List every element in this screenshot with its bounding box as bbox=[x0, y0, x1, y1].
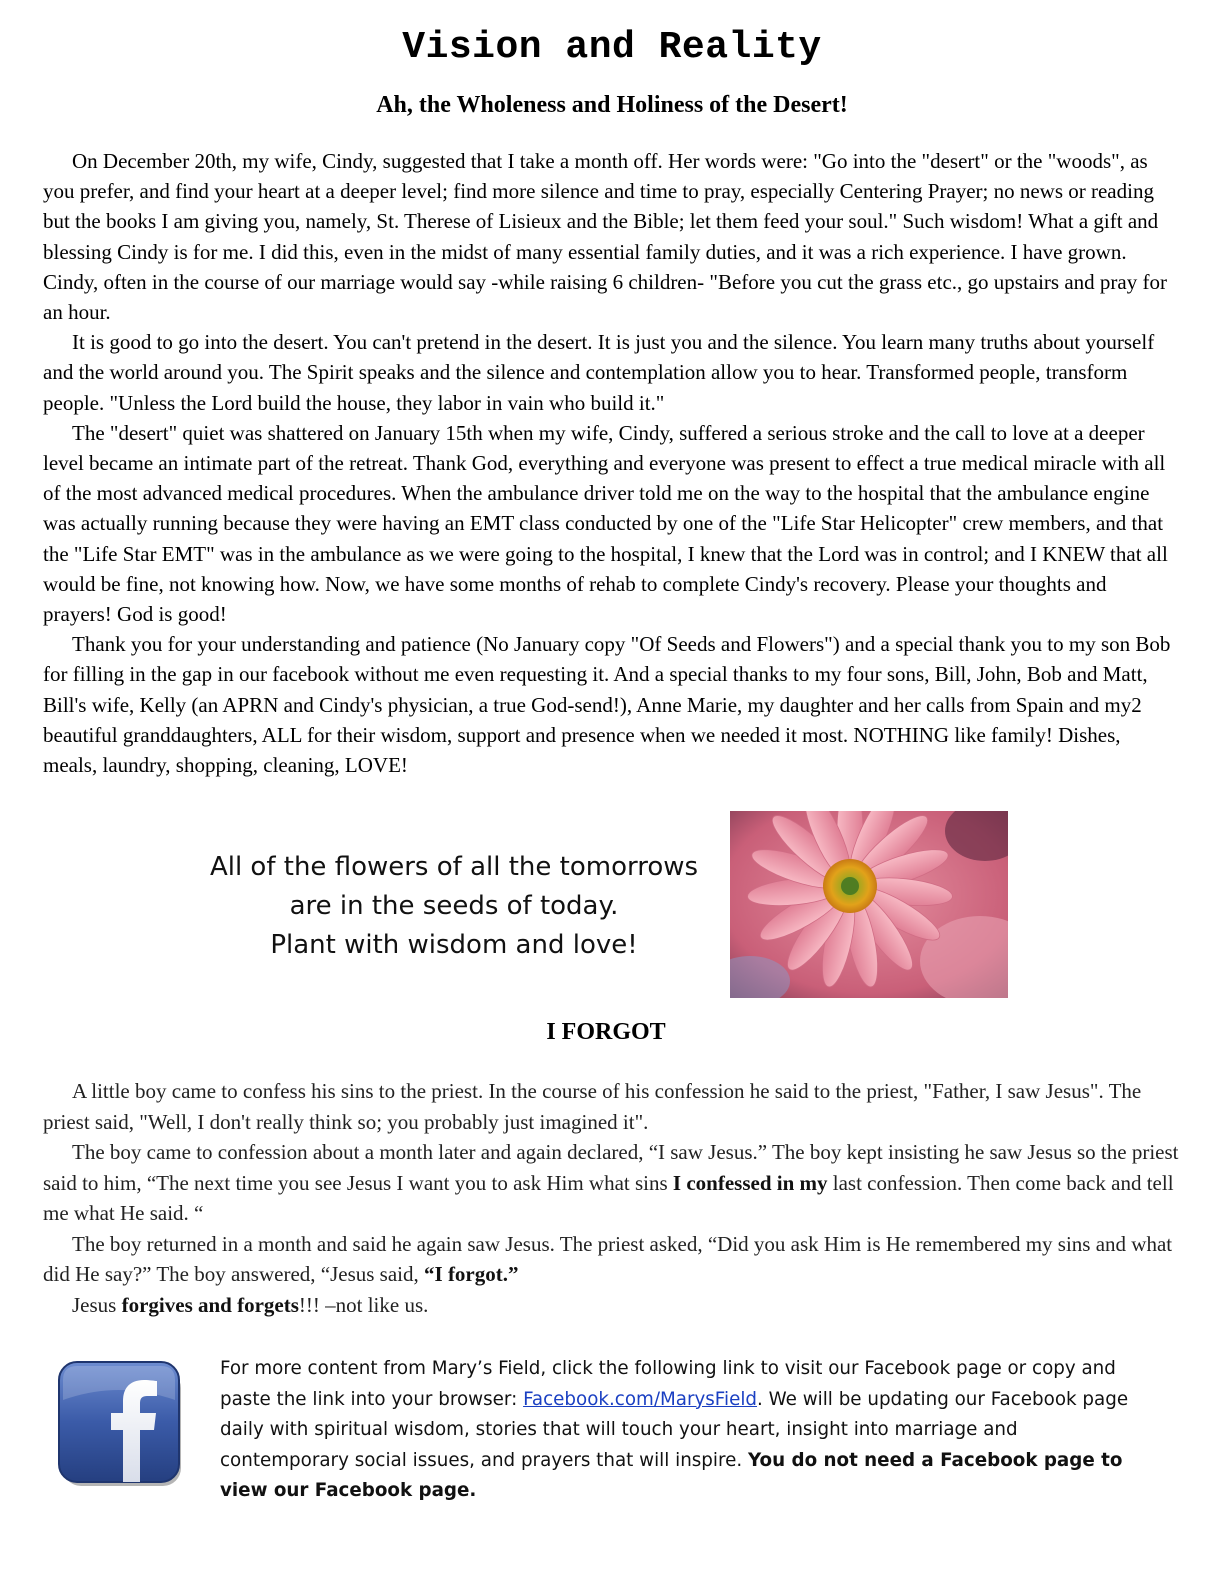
article-body bbox=[43, 146, 1175, 780]
article-paragraph-2: It is good to go into the desert. You can't pretend in the desert. It is just you and the silence. You learn many truths about yourself and the world around you. The Spirit speaks and the silence and contemplation allow you to hear. Transformed people, transform people. "Unless the Lord build the house, they labor in vain who build it." bbox=[43, 330, 1155, 415]
story-bold-text: forgives and forgets bbox=[121, 1292, 299, 1317]
story-text: The boy returned in a month and said he again saw Jesus. The priest asked, “Did you ask Him is He remembered my sins and what did He say?” The boy answered, “Jesus said, bbox=[43, 1231, 1173, 1286]
page-title: Vision and Reality bbox=[402, 26, 822, 69]
facebook-icon[interactable] bbox=[57, 1360, 185, 1488]
story-text: The boy came to confession about a month later and again declared, “I saw Jesus.” The boy kept insisting he saw Jesus so the priest said to him, “The next time you see Jesus I want you to ask Him what sins bbox=[43, 1140, 1179, 1195]
quote-line-2: are in the seeds of today. bbox=[289, 891, 619, 921]
quote-line-1: All of the flowers of all the tomorrows bbox=[209, 852, 699, 882]
daisy-illustration bbox=[730, 811, 1008, 998]
story-paragraph-3 bbox=[43, 1229, 1183, 1290]
article-subtitle: Ah, the Wholeness and Holiness of the Desert! bbox=[376, 92, 848, 118]
story-text: !!! –not like us. bbox=[298, 1292, 429, 1317]
story-bold-text: I confessed in my bbox=[672, 1170, 828, 1195]
facebook-promo bbox=[220, 1354, 1140, 1507]
promo-bold-text: You do not need a Facebook page to view our Facebook page. bbox=[220, 1449, 1123, 1501]
story-body bbox=[43, 1076, 1183, 1320]
story-paragraph-2 bbox=[43, 1137, 1183, 1229]
flowers-quote bbox=[190, 848, 718, 965]
story-text: last confession. Then come back and tell me what He said. “ bbox=[43, 1170, 1174, 1225]
article-paragraph-3: The "desert" quiet was shattered on January 15th when my wife, Cindy, suffered a serious stroke and the call to love at a deeper level became an intimate part of the retreat. Thank God, everything and everyone was present to effect a true medical miracle with all of the most advanced medical procedures. When the ambulance driver told me on the way to the hospital that the ambulance engine was actually running because they were having an EMT class conducted by one of the "Life Star Helicopter" crew members, and that the "Life Star EMT" was in the ambulance as we were going to the hospital, I knew that the Lord was in control; and I KNEW that all would be fine, not knowing how. Now, we have some months of rehab to complete Cindy's recovery. Please your thoughts and prayers! God is good! bbox=[43, 420, 1168, 627]
story-bold-text: “I forgot.” bbox=[424, 1262, 519, 1286]
article-paragraph-4: Thank you for your understanding and patience (No January copy "Of Seeds and Flowers") and a special thank you to my son Bob for filling in the gap in our facebook without me even requesting it. And a special thanks to my four sons, Bill, John, Bob and Matt, Bill's wife, Kelly (an APRN and Cindy's physician, a true God-send!), Anne Marie, my daughter and her calls from Spain and my2 beautiful granddaughters, ALL for their wisdom, support and presence when we needed it most. NOTHING like family! Dishes, meals, laundry, shopping, cleaning, LOVE! bbox=[43, 632, 1171, 778]
pink-daisy-photo bbox=[730, 811, 1008, 998]
story-text: Jesus bbox=[72, 1292, 122, 1317]
story-paragraph-1: A little boy came to confess his sins to the priest. In the course of his confession he said to the priest, "Father, I saw Jesus". The priest said, "Well, I don't really think so; you probably just imagined it". bbox=[43, 1079, 1142, 1134]
story-heading: I FORGOT bbox=[546, 1019, 666, 1045]
article-paragraph-1: On December 20th, my wife, Cindy, suggested that I take a month off. Her words were: "Go into the "desert" or the "woods", as you prefer, and find your heart at a deeper level; find more silence and time to pray, especially Centering Prayer; no news or reading but the books I am giving you, namely, St. Therese of Lisieux and the Bible; let them feed your soul." Such wisdom! What a gift and blessing Cindy is for me. I did this, even in the midst of many essential family duties, and it was a rich experience. I have grown. Cindy, often in the course of our marriage would say -while raising 6 children- "Before you cut the grass etc., go upstairs and pray for an hour. bbox=[43, 149, 1167, 325]
story-paragraph-4 bbox=[43, 1290, 1183, 1321]
promo-text: For more content from Mary’s Field, click the following link to visit our Facebook page or copy and paste the link into your browser: bbox=[220, 1358, 1116, 1410]
facebook-link[interactable]: Facebook.com/MarysField bbox=[523, 1388, 758, 1410]
quote-line-3: Plant with wisdom and love! bbox=[270, 930, 638, 960]
promo-text: . We will be updating our Facebook page daily with spiritual wisdom, stories that will touch your heart, insight into marriage and contemporary social issues, and prayers that will inspire. bbox=[220, 1388, 1129, 1471]
